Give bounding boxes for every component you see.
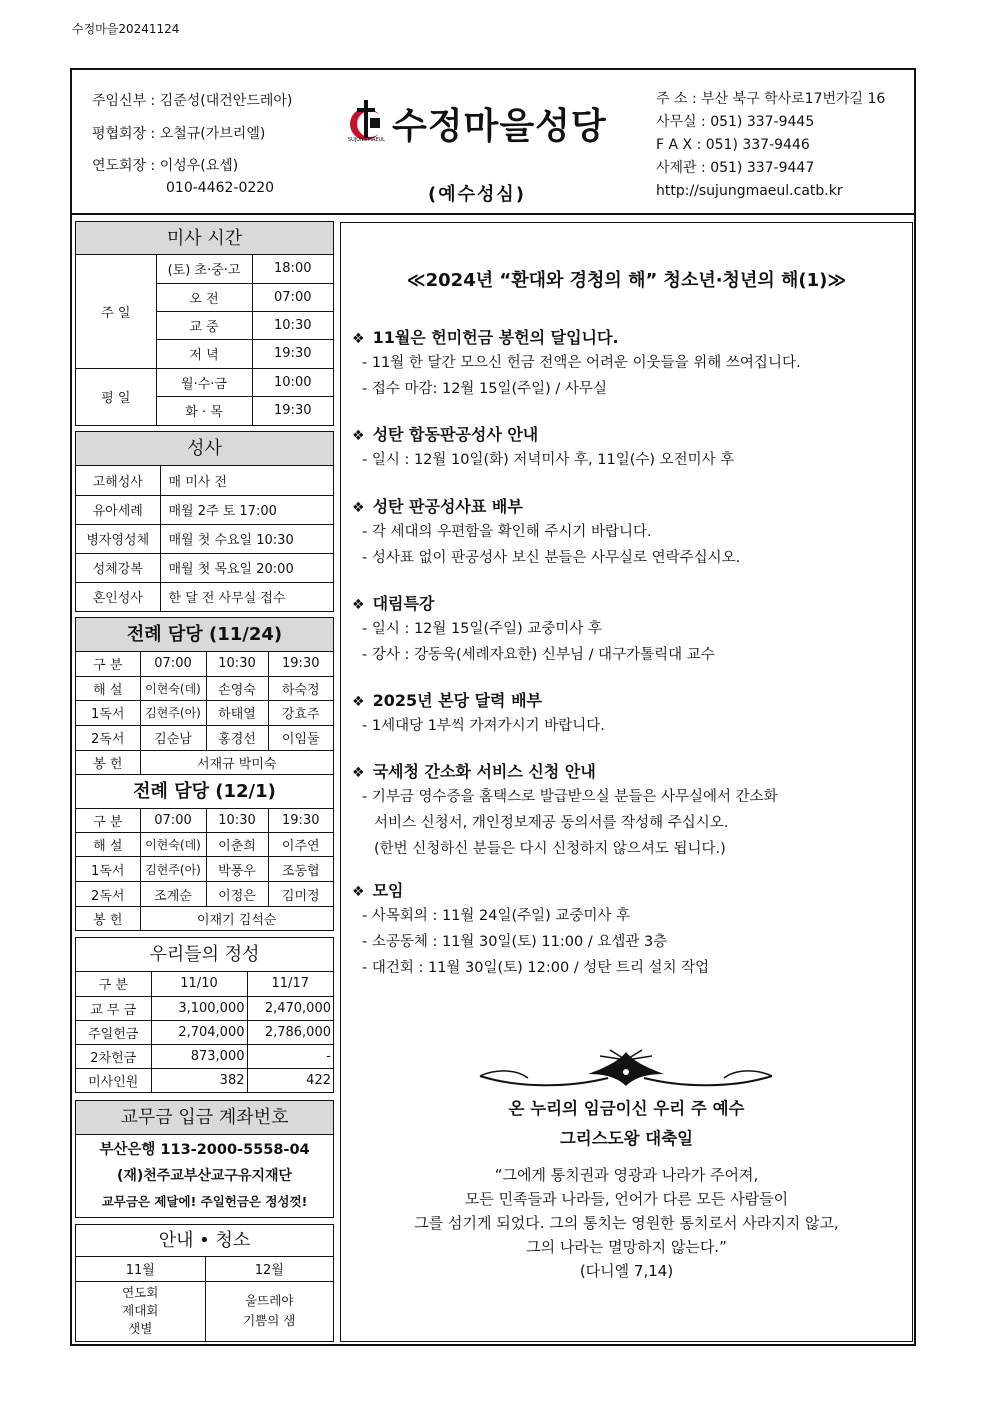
liturgy-header-cell: 07:00 bbox=[140, 652, 206, 676]
offering-value: - bbox=[247, 1044, 333, 1068]
mass-time: 10:30 bbox=[252, 311, 333, 339]
sacrament-name: 병자영성체 bbox=[76, 524, 160, 553]
liturgy-header-cell: 19:30 bbox=[268, 652, 333, 676]
liturgy-person: 김현주(아) bbox=[140, 857, 206, 882]
diamond-bullet-icon: ❖ bbox=[352, 428, 365, 444]
notice-item: - 각 세대의 우편함을 확인해 주시기 바랍니다. bbox=[362, 524, 652, 540]
quote-line: 그를 섬기게 되었다. 그의 통치는 영원한 통치로서 사라지지 않고, bbox=[414, 1214, 839, 1232]
sacrament-value: 매월 첫 목요일 20:00 bbox=[160, 553, 333, 582]
weekday-label: 평 일 bbox=[76, 368, 156, 425]
diamond-bullet-icon: ❖ bbox=[352, 765, 365, 781]
notice-item: - 1세대당 1부씩 가져가시기 바랍니다. bbox=[362, 718, 605, 734]
liturgy-header-cell: 10:30 bbox=[206, 809, 268, 833]
notice-item: - 일시 : 12월 10일(화) 저녁미사 후, 11일(수) 오전미사 후 bbox=[362, 452, 735, 468]
liturgy-offering: 서재규 박미숙 bbox=[140, 750, 333, 774]
church-title: 수정마을성당 bbox=[392, 106, 607, 147]
rectory-phone: 사제관 : 051) 337-9447 bbox=[656, 160, 815, 176]
liturgy-person: 조동협 bbox=[268, 857, 333, 882]
offerings-title: 우리들의 정성 bbox=[76, 938, 333, 972]
notice-item: - 대건회 : 11월 30일(토) 12:00 / 성탄 트리 설치 작업 bbox=[362, 960, 710, 976]
liturgy-role: 해 설 bbox=[76, 676, 140, 700]
notice-section bbox=[352, 880, 907, 981]
mass-time: 07:00 bbox=[252, 283, 333, 311]
liturgy-person: 박풍우 bbox=[206, 857, 268, 882]
cleaning-month: 11월 bbox=[76, 1257, 205, 1281]
liturgy-role: 해 설 bbox=[76, 833, 140, 857]
feast-line: 온 누리의 임금이신 우리 주 예수 bbox=[508, 1099, 745, 1118]
sacraments-title: 성사 bbox=[76, 432, 333, 466]
cleaning-group: 기쁨의 샘 bbox=[243, 1313, 296, 1329]
notice-section bbox=[352, 496, 907, 571]
account-title: 교무금 입금 계좌번호 bbox=[76, 1101, 333, 1135]
sacrament-value: 매 미사 전 bbox=[160, 466, 333, 495]
diamond-bullet-icon: ❖ bbox=[352, 500, 365, 516]
offering-label: 2차헌금 bbox=[76, 1044, 151, 1068]
notice-item: - 강사 : 강동욱(세례자요한) 신부님 / 대구가톨릭대 교수 bbox=[362, 647, 715, 663]
quote-line: “그에게 통치권과 영광과 나라가 주어져, bbox=[494, 1166, 759, 1184]
sacrament-name: 성체강복 bbox=[76, 553, 160, 582]
notice-item: - 성사표 없이 판공성사 보신 분들은 사무실로 연락주십시오. bbox=[362, 550, 741, 566]
offering-value: 873,000 bbox=[151, 1044, 247, 1068]
ornament-divider-icon bbox=[478, 1048, 774, 1090]
scripture-quote bbox=[340, 1163, 913, 1283]
document-id: 수정마을20241124 bbox=[72, 22, 180, 36]
mass-name: 교 중 bbox=[156, 311, 252, 339]
account-box bbox=[75, 1100, 334, 1218]
cleaning-group: 제대회 bbox=[122, 1303, 159, 1319]
liturgy-person: 조계순 bbox=[140, 882, 206, 907]
cleaning-group: 샛별 bbox=[128, 1321, 153, 1337]
mass-name: (토) 초·중·고 bbox=[156, 255, 252, 283]
liturgy-role: 봉 헌 bbox=[76, 750, 140, 774]
cleaning-month: 12월 bbox=[205, 1257, 333, 1281]
notice-title: 모임 bbox=[372, 881, 404, 900]
account-bank: 부산은행 113-2000-5558-04 bbox=[99, 1142, 310, 1158]
liturgy-box bbox=[75, 617, 334, 931]
liturgy-person: 김현주(아) bbox=[140, 700, 206, 725]
feast-title bbox=[340, 1094, 913, 1154]
mass-name: 화 · 목 bbox=[156, 396, 252, 425]
church-motto: (예수성심) bbox=[428, 184, 527, 205]
header-divider bbox=[70, 213, 916, 215]
sacrament-value: 매월 첫 수요일 10:30 bbox=[160, 524, 333, 553]
website-link[interactable]: http://sujungmaeul.catb.kr bbox=[656, 183, 843, 199]
notice-title: 11월은 헌미헌금 봉헌의 달입니다. bbox=[372, 328, 619, 347]
quote-source: (다니엘 7,14) bbox=[579, 1262, 674, 1280]
notice-item: - 소공동체 : 11월 30일(토) 11:00 / 요셉관 3층 bbox=[362, 934, 668, 950]
sacrament-name: 고해성사 bbox=[76, 466, 160, 495]
notice-item: (한번 신청하신 분들은 다시 신청하지 않으셔도 됩니다.) bbox=[374, 841, 726, 857]
mass-time: 18:00 bbox=[252, 255, 333, 283]
diamond-bullet-icon: ❖ bbox=[352, 597, 365, 613]
mass-times-box bbox=[75, 221, 334, 426]
liturgy-person: 이주연 bbox=[268, 833, 333, 857]
fax-number: F A X : 051) 337-9446 bbox=[656, 137, 810, 153]
offering-label: 주일헌금 bbox=[76, 1020, 151, 1044]
liturgy-person: 이춘희 bbox=[206, 833, 268, 857]
liturgy-person: 김미정 bbox=[268, 882, 333, 907]
liturgy-header-cell: 10:30 bbox=[206, 652, 268, 676]
mass-name: 오 전 bbox=[156, 283, 252, 311]
liturgy-person: 강효주 bbox=[268, 700, 333, 725]
account-note: 교무금은 제달에! 주일헌금은 정성껏! bbox=[101, 1194, 308, 1209]
offering-value: 2,704,000 bbox=[151, 1020, 247, 1044]
liturgy-person: 이임둘 bbox=[268, 725, 333, 750]
liturgy-person: 이정은 bbox=[206, 882, 268, 907]
offering-header-cell: 구 분 bbox=[76, 972, 151, 996]
notice-item: - 일시 : 12월 15일(주일) 교중미사 후 bbox=[362, 621, 603, 637]
liturgy-person: 김순남 bbox=[140, 725, 206, 750]
liturgy-role: 1독서 bbox=[76, 857, 140, 882]
sacrament-value: 한 달 전 사무실 접수 bbox=[160, 582, 333, 611]
liturgy-person: 이현숙(데) bbox=[140, 833, 206, 857]
notice-section bbox=[352, 761, 907, 862]
mass-time: 10:00 bbox=[252, 368, 333, 396]
liturgy-person: 이현숙(데) bbox=[140, 676, 206, 700]
mass-time: 19:30 bbox=[252, 396, 333, 425]
account-holder: (재)천주교부산교구유지재단 bbox=[116, 1168, 293, 1184]
notice-section bbox=[352, 593, 907, 668]
notice-section bbox=[352, 327, 907, 402]
notice-title: 국세청 간소화 서비스 신청 안내 bbox=[372, 762, 596, 781]
notice-item: - 기부금 영수증을 홈택스로 발급받으실 분들은 사무실에서 간소화 bbox=[362, 789, 778, 805]
liturgy-person: 하숙정 bbox=[268, 676, 333, 700]
sunday-label: 주 일 bbox=[76, 255, 156, 368]
liturgy-header-cell: 구 분 bbox=[76, 809, 140, 833]
offering-value: 3,100,000 bbox=[151, 996, 247, 1020]
notice-section bbox=[352, 424, 907, 473]
cleaning-box bbox=[75, 1224, 334, 1342]
offering-label: 미사인원 bbox=[76, 1068, 151, 1092]
notice-title: 대림특강 bbox=[372, 594, 435, 613]
diamond-bullet-icon: ❖ bbox=[352, 331, 365, 347]
sacrament-name: 혼인성사 bbox=[76, 582, 160, 611]
address: 주 소 : 부산 북구 학사로17번가길 16 bbox=[656, 91, 886, 107]
cleaning-title: 안내 • 청소 bbox=[76, 1225, 333, 1257]
liturgy-header-cell: 07:00 bbox=[140, 809, 206, 833]
notice-item: - 11월 한 달간 모으신 헌금 전액은 어려운 이웃들을 위해 쓰여집니다. bbox=[362, 355, 801, 371]
liturgy-title-1: 전례 담당 (11/24) bbox=[76, 618, 333, 652]
offering-label: 교 무 금 bbox=[76, 996, 151, 1020]
offering-header-cell: 11/10 bbox=[151, 972, 247, 996]
sacrament-name: 유아세례 bbox=[76, 495, 160, 524]
diamond-bullet-icon: ❖ bbox=[352, 884, 365, 900]
mass-name: 저 녁 bbox=[156, 339, 252, 368]
liturgy-role: 2독서 bbox=[76, 725, 140, 750]
offering-value: 422 bbox=[247, 1068, 333, 1092]
liturgy-role: 봉 헌 bbox=[76, 907, 140, 931]
mass-times-title: 미사 시간 bbox=[76, 222, 333, 255]
liturgy-offering: 이재기 김석순 bbox=[140, 907, 333, 931]
liturgy-title-2: 전례 담당 (12/1) bbox=[76, 775, 333, 809]
pastor-info: 주임신부 : 김준성(대건안드레아) bbox=[92, 93, 293, 109]
union-info: 연도회장 : 이성우(요셉) bbox=[92, 158, 239, 174]
liturgy-person: 홍경선 bbox=[206, 725, 268, 750]
logo-text: SUJUNGMAEUL bbox=[348, 137, 385, 143]
notice-title: 성탄 판공성사표 배부 bbox=[372, 497, 523, 516]
sacraments-box bbox=[75, 431, 334, 612]
mass-name: 월·수·금 bbox=[156, 368, 252, 396]
diamond-bullet-icon: ❖ bbox=[352, 694, 365, 710]
feast-line: 그리스도왕 대축일 bbox=[559, 1129, 694, 1148]
offering-value: 2,786,000 bbox=[247, 1020, 333, 1044]
liturgy-person: 손영숙 bbox=[206, 676, 268, 700]
liturgy-role: 2독서 bbox=[76, 882, 140, 907]
union-phone: 010-4462-0220 bbox=[166, 180, 275, 196]
liturgy-role: 1독서 bbox=[76, 700, 140, 725]
offerings-box bbox=[75, 937, 334, 1093]
offering-value: 2,470,000 bbox=[247, 996, 333, 1020]
offering-header-cell: 11/17 bbox=[247, 972, 333, 996]
quote-line: 그의 나라는 멸망하지 않는다.” bbox=[526, 1238, 727, 1256]
notice-item: 서비스 신청서, 개인정보제공 동의서를 작성해 주십시오. bbox=[374, 815, 729, 831]
cleaning-group: 울뜨레야 bbox=[245, 1293, 294, 1309]
office-phone: 사무실 : 051) 337-9445 bbox=[656, 114, 815, 130]
headline: ≪2024년 “환대와 경청의 해” 청소년·청년의 해(1)≫ bbox=[406, 270, 847, 291]
liturgy-person: 하태열 bbox=[206, 700, 268, 725]
sacrament-value: 매월 2주 토 17:00 bbox=[160, 495, 333, 524]
cleaning-group: 연도회 bbox=[122, 1285, 159, 1301]
notice-title: 성탄 합동판공성사 안내 bbox=[372, 425, 539, 444]
notice-item: - 사목회의 : 11월 24일(주일) 교중미사 후 bbox=[362, 908, 631, 924]
notice-title: 2025년 본당 달력 배부 bbox=[372, 691, 542, 710]
mass-time: 19:30 bbox=[252, 339, 333, 368]
offering-value: 382 bbox=[151, 1068, 247, 1092]
liturgy-header-cell: 19:30 bbox=[268, 809, 333, 833]
notice-section bbox=[352, 690, 907, 739]
liturgy-header-cell: 구 분 bbox=[76, 652, 140, 676]
notice-item: - 접수 마감: 12월 15일(주일) / 사무실 bbox=[362, 381, 607, 397]
quote-line: 모든 민족들과 나라들, 언어가 다른 모든 사람들이 bbox=[464, 1190, 789, 1208]
council-info: 평협회장 : 오철규(가브리엘) bbox=[92, 126, 266, 142]
